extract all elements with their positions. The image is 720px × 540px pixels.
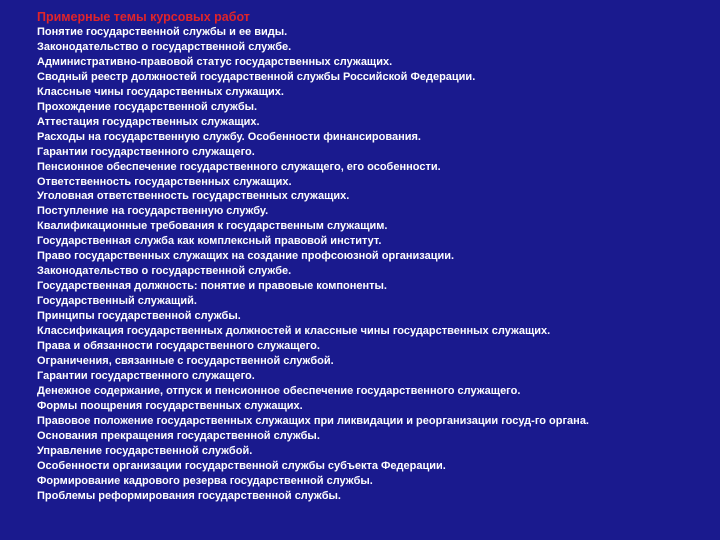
topic-item: Проблемы реформирования государственной службы. (37, 489, 341, 502)
topic-item: Законодательство о государственной службе. (37, 40, 292, 53)
topic-item: Денежное содержание, отпуск и пенсионное обеспечение государственного служащего. (37, 384, 521, 397)
topic-item: Классификация государственных должностей и классные чины государственных служащих. (37, 325, 551, 338)
topic-item: Государственная должность: понятие и правовые компоненты. (37, 280, 387, 293)
topic-item: Государственный служащий. (37, 295, 197, 308)
topic-item: Гарантии государственного служащего. (37, 369, 255, 382)
topic-item: Ограничения, связанные с государственной службой. (37, 354, 334, 367)
topic-item: Расходы на государственную службу. Особенности финансирования. (37, 130, 421, 143)
topic-item: Сводный реестр должностей государственной службы Российской Федерации. (37, 70, 476, 83)
topic-item: Формирование кадрового резерва государственной службы. (37, 474, 373, 487)
topic-item: Понятие государственной службы и ее виды. (37, 26, 288, 38)
topic-item: Управление государственной службой. (37, 444, 253, 457)
topic-item: Принципы государственной службы. (37, 310, 241, 323)
topic-item: Гарантии государственного служащего. (37, 145, 255, 158)
topic-item: Ответственность государственных служащих. (37, 175, 292, 188)
slide-title: Примерные темы курсовых работ (37, 10, 250, 24)
topic-item: Квалификационные требования к государственным служащим. (37, 220, 388, 233)
topic-item: Правовое положение государственных служащих при ликвидации и реорганизации госуд-го органа. (37, 414, 589, 427)
topic-item: Права и обязанности государственного служащего. (37, 340, 320, 353)
slide-content (37, 9, 713, 504)
topic-item: Формы поощрения государственных служащих. (37, 399, 303, 412)
topic-list (37, 25, 713, 504)
topic-item: Уголовная ответственность государственных служащих. (37, 190, 350, 203)
topic-item: Особенности организации государственной службы субъекта Федерации. (37, 459, 446, 472)
topic-item: Право государственных служащих на создание профсоюзной организации. (37, 250, 455, 263)
topic-item: Государственная служба как комплексный правовой институт. (37, 235, 382, 248)
topic-item: Поступление на государственную службу. (37, 205, 269, 218)
topic-item: Административно-правовой статус государственных служащих. (37, 55, 393, 68)
topic-item: Основания прекращения государственной службы. (37, 429, 320, 442)
topic-item: Пенсионное обеспечение государственного служащего, его особенности. (37, 160, 441, 173)
topic-item: Аттестация государственных служащих. (37, 115, 260, 128)
topic-item: Законодательство о государственной службе. (37, 265, 292, 278)
topic-item: Классные чины государственных служащих. (37, 85, 284, 98)
topic-item: Прохождение государственной службы. (37, 100, 258, 113)
